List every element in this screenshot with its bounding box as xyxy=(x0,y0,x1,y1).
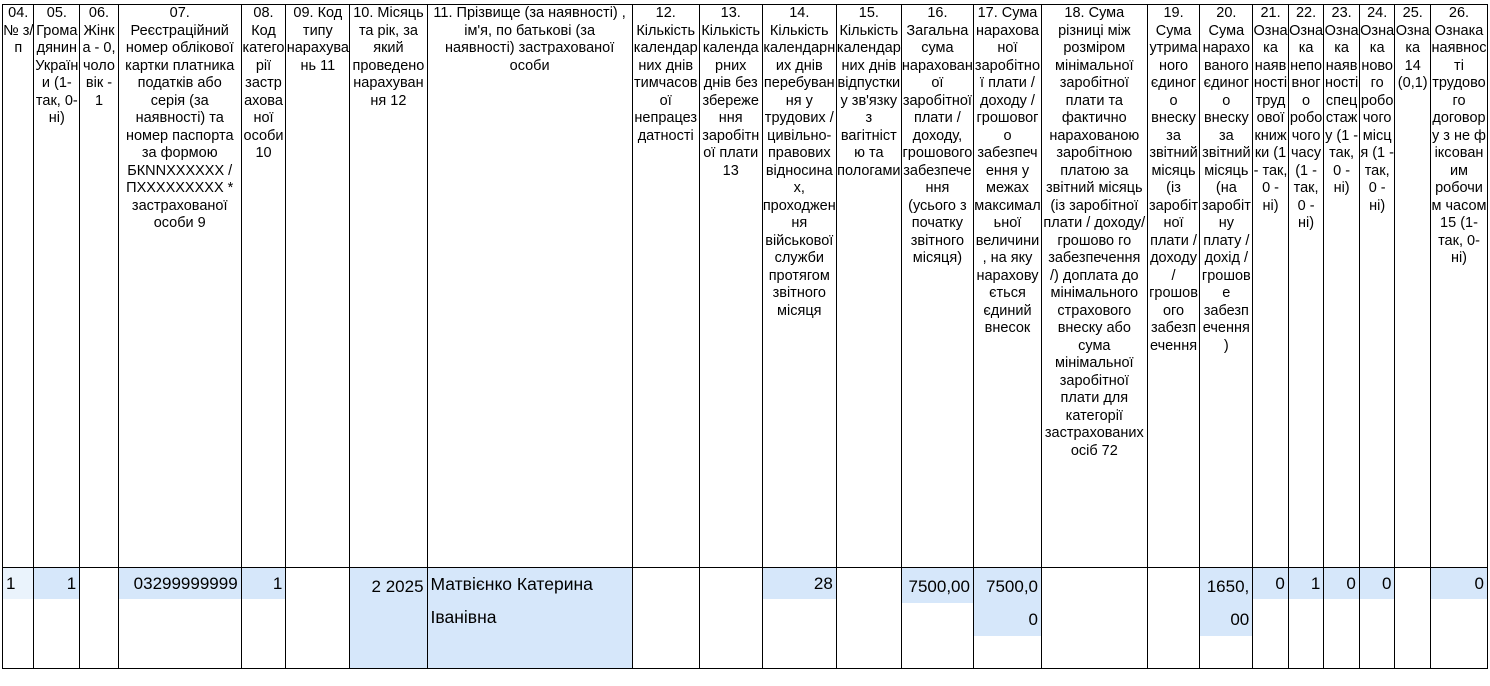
cell-06[interactable] xyxy=(80,568,119,669)
cell-21-value: 0 xyxy=(1253,568,1288,599)
column-header-15[interactable] xyxy=(836,5,901,568)
column-header-07-text: 07. Реєстраційний номер облікової картки платника податків або серія (за наявності) та номер паспорта за формою БКNNXXXXXX / ПХХХХХХХХХ * застрахованої особи 9 xyxy=(125,5,235,231)
cell-24[interactable] xyxy=(1359,568,1395,669)
cell-22-value: 1 xyxy=(1289,568,1324,599)
column-header-12[interactable] xyxy=(632,5,699,568)
column-header-17[interactable] xyxy=(973,5,1041,568)
cell-22[interactable] xyxy=(1288,568,1324,669)
column-header-18-text: 18. Сума різниці між розміром мінімальної заробітної плати та фактично нарахованою заробітною платою за звітний місяць (із заробітної плати / доходу/ грошово го забезпечення /) доплата до мінімального страхового внеску або сума мінімальної заробітної плати для категорії застрахованих осіб 72 xyxy=(1043,5,1146,459)
cell-07-value: 03299999999 xyxy=(119,568,241,599)
cell-17[interactable] xyxy=(973,568,1041,669)
column-header-19[interactable] xyxy=(1147,5,1200,568)
column-header-08-text: 08. Код категорії застрахованої особи 10 xyxy=(242,5,285,161)
cell-13[interactable] xyxy=(699,568,762,669)
cell-05[interactable] xyxy=(34,568,80,669)
column-header-06-text: 06. Жінка - 0, чоловік - 1 xyxy=(82,5,116,109)
column-header-15-text: 15. Кількість календарних днів відпустки у зв'язку з вагітністю та пологами xyxy=(836,5,901,179)
column-header-11-text: 11. Прізвище (за наявності) , ім'я, по батькові (за наявності) застрахованої особи xyxy=(433,5,626,74)
column-header-19-text: 19. Сума утриманого єдиного внеску за звітний місяць (із заробітної плати / доходу / грошового забезпечення xyxy=(1149,5,1199,354)
cell-04[interactable] xyxy=(3,568,34,669)
column-header-11[interactable] xyxy=(427,5,632,568)
cell-20-value: 1650,00 xyxy=(1200,568,1252,636)
table-row xyxy=(3,568,1488,669)
cell-08-value: 1 xyxy=(242,568,286,599)
insured-persons-table xyxy=(2,4,1488,669)
column-header-24[interactable] xyxy=(1359,5,1395,568)
column-header-20[interactable] xyxy=(1200,5,1253,568)
cell-16[interactable] xyxy=(901,568,973,669)
column-header-23[interactable] xyxy=(1324,5,1360,568)
column-header-06[interactable] xyxy=(80,5,119,568)
column-header-25-text: 25. Ознака 14 (0,1) xyxy=(1395,5,1430,91)
column-header-13-text: 13. Кількість календарних днів без збереження заробітної плати 13 xyxy=(701,5,761,179)
cell-25[interactable] xyxy=(1395,568,1431,669)
column-header-04[interactable] xyxy=(3,5,34,568)
cell-20[interactable] xyxy=(1200,568,1253,669)
column-header-13[interactable] xyxy=(699,5,762,568)
column-header-18[interactable] xyxy=(1042,5,1148,568)
column-header-09-text: 09. Код типу нарахувань 11 xyxy=(286,5,349,74)
cell-26-value: 0 xyxy=(1431,568,1487,599)
column-header-21-text: 21. Ознака наявності трудової книжки (1 - так, 0 - ні) xyxy=(1253,5,1288,214)
cell-07[interactable] xyxy=(118,568,241,669)
cell-26[interactable] xyxy=(1430,568,1487,669)
cell-09[interactable] xyxy=(286,568,350,669)
cell-11-value: Матвієнко Катерина Іванівна xyxy=(430,574,593,627)
cell-21[interactable] xyxy=(1253,568,1289,669)
cell-23[interactable] xyxy=(1324,568,1360,669)
spreadsheet-sheet xyxy=(0,4,1490,686)
cell-10[interactable] xyxy=(350,568,427,669)
cell-10-value: 2 2025 xyxy=(371,577,424,596)
column-header-09[interactable] xyxy=(286,5,350,568)
cell-11[interactable] xyxy=(427,568,632,669)
cell-23-value: 0 xyxy=(1324,568,1359,599)
column-header-26[interactable] xyxy=(1430,5,1487,568)
cell-05-value: 1 xyxy=(34,568,79,599)
column-header-16-text: 16. Загальна сума нарахованої заробітної плати / доходу, грошового забезпечення (усього з початку звітного місяця) xyxy=(901,5,973,266)
column-header-22-text: 22. Ознака неповного робочого часу (1 - так, 0 - ні) xyxy=(1289,5,1324,231)
column-header-04-text: 04. № з/п xyxy=(3,5,34,56)
column-header-14[interactable] xyxy=(762,5,836,568)
cell-16-value: 7500,00 xyxy=(902,568,973,603)
column-header-23-text: 23. Ознака наявності спец стажу (1 - так, 0 - ні) xyxy=(1324,5,1359,196)
column-header-25[interactable] xyxy=(1395,5,1431,568)
column-header-10-text: 10. Місяць та рік, за який проведено нарахування 12 xyxy=(352,5,425,109)
cell-12[interactable] xyxy=(632,568,699,669)
table-header-row xyxy=(3,5,1488,568)
column-header-22[interactable] xyxy=(1288,5,1324,568)
column-header-24-text: 24. Ознака нового робочого місця (1 - так, 0 - ні) xyxy=(1360,5,1395,214)
cell-17-value: 7500,00 xyxy=(974,568,1041,636)
column-header-10[interactable] xyxy=(350,5,427,568)
cell-14[interactable] xyxy=(762,568,836,669)
cell-19[interactable] xyxy=(1147,568,1200,669)
cell-15[interactable] xyxy=(836,568,901,669)
cell-18[interactable] xyxy=(1042,568,1148,669)
column-header-07[interactable] xyxy=(118,5,241,568)
cell-04-value: 1 xyxy=(3,568,33,599)
column-header-20-text: 20. Сума нарахованого єдиного внеску за звітний місяць (на заробітну плату / дохід / грошове забезпечення) xyxy=(1201,5,1251,354)
column-header-14-text: 14. Кількість календарних днів перебування у трудових / цивільно-правових відносинах, проходження військової служби протягом звітного місяця xyxy=(762,5,836,319)
column-header-12-text: 12. Кількість календарних днів тимчасової непрацездатності xyxy=(633,5,698,144)
column-header-05-text: 05. Громадянин України (1-так, 0-ні) xyxy=(35,5,79,126)
cell-08[interactable] xyxy=(241,568,286,669)
cell-14-value: 28 xyxy=(763,568,836,599)
column-header-16[interactable] xyxy=(901,5,973,568)
column-header-08[interactable] xyxy=(241,5,286,568)
column-header-26-text: 26. Ознака наявності трудового договору з не ф іксованим робочим часом 15 (1-так, 0-ні) xyxy=(1431,5,1487,266)
column-header-17-text: 17. Сума нарахованої заробітної плати / доходу / грошового забезпечення у межах максимальної величини, на яку нараховується єдиний внесок xyxy=(974,5,1041,336)
cell-24-value: 0 xyxy=(1360,568,1395,599)
column-header-21[interactable] xyxy=(1253,5,1289,568)
column-header-05[interactable] xyxy=(34,5,80,568)
